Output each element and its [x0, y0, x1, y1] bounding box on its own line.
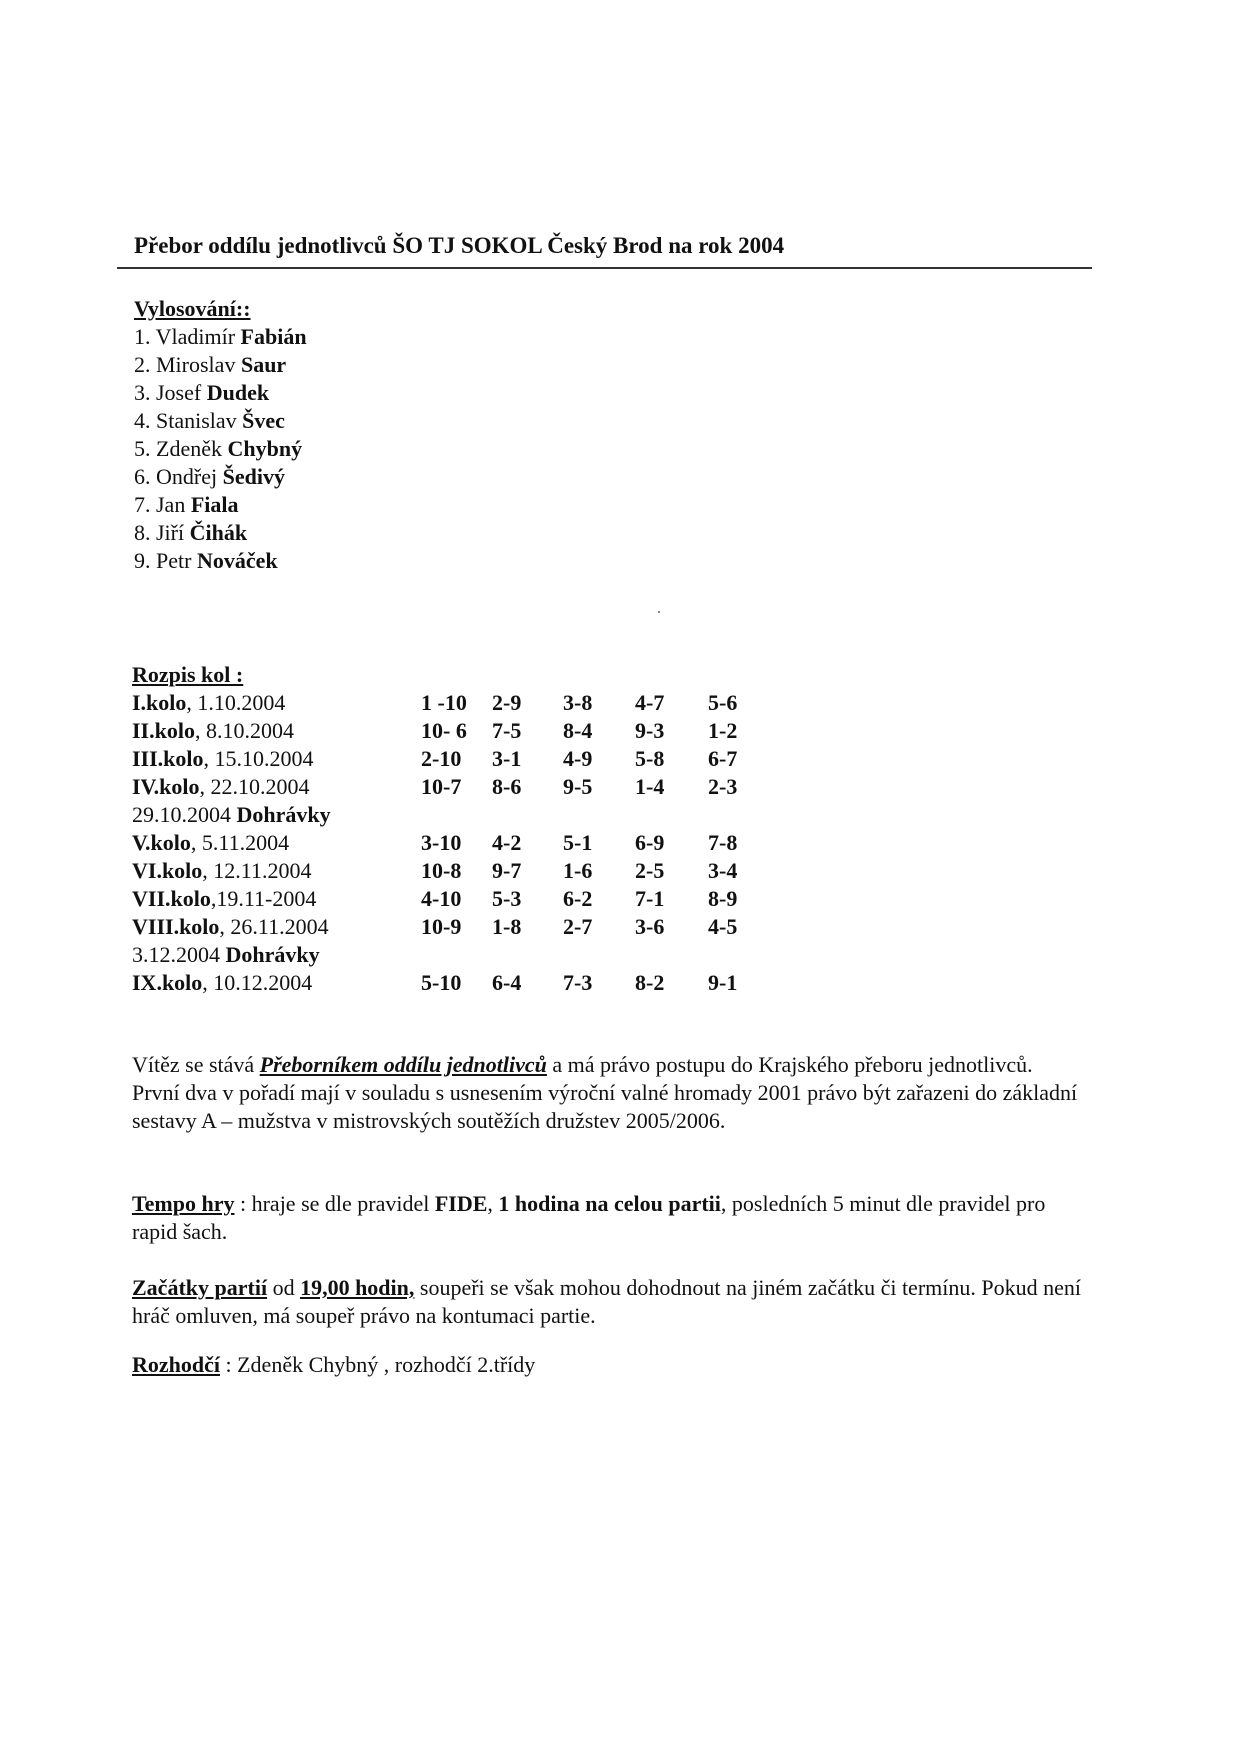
- pairing: 6-4: [492, 970, 522, 995]
- pairing: 9-1: [708, 970, 738, 995]
- pairing: 4-10: [421, 886, 462, 911]
- pairing: 9-3: [635, 718, 665, 743]
- pairing: 3-10: [421, 830, 462, 855]
- scan-speck: [658, 611, 660, 613]
- pairing: 4-5: [708, 914, 738, 939]
- pairing: 1 -10: [421, 690, 467, 715]
- round-label: I.kolo, 1.10.2004: [132, 690, 286, 715]
- list-item: 9. Petr Nováček: [134, 548, 278, 573]
- makeup-date: 29.10.2004 Dohrávky: [132, 802, 331, 827]
- pairing: 6-7: [708, 746, 738, 771]
- pairing: 8-2: [635, 970, 665, 995]
- pairing: 9-7: [492, 858, 522, 883]
- pairing: 7-1: [635, 886, 665, 911]
- title-rule: [117, 267, 1092, 269]
- list-item: 3. Josef Dudek: [134, 380, 270, 405]
- pairing: 5-3: [492, 886, 522, 911]
- referee-line: Rozhodčí : Zdeněk Chybný , rozhodčí 2.třídy: [132, 1352, 536, 1377]
- pairing: 4-2: [492, 830, 522, 855]
- list-item: 7. Jan Fiala: [134, 492, 239, 517]
- round-label: V.kolo, 5.11.2004: [132, 830, 290, 855]
- pairing: 1-8: [492, 914, 522, 939]
- pairing: 3-6: [635, 914, 665, 939]
- start-paragraph: Začátky partií od 19,00 hodin, soupeři se však mohou dohodnout na jiném začátku či termínu. Pokud není hráč omluven, má soupeř právo na kontumaci partie.: [132, 1275, 1081, 1328]
- pairing: 1-2: [708, 718, 738, 743]
- list-item: 6. Ondřej Šedivý: [134, 464, 285, 489]
- pairing: 8-9: [708, 886, 738, 911]
- pairing: 2-10: [421, 746, 462, 771]
- round-label: II.kolo, 8.10.2004: [132, 718, 294, 743]
- pairing: 4-7: [635, 690, 665, 715]
- makeup-date: 3.12.2004 Dohrávky: [132, 942, 320, 967]
- pairing: 10-9: [421, 914, 462, 939]
- pairing: 4-9: [563, 746, 593, 771]
- pairing: 3-1: [492, 746, 522, 771]
- list-item: 4. Stanislav Švec: [134, 408, 285, 433]
- pairing: 6-2: [563, 886, 593, 911]
- pairing: 5-8: [635, 746, 665, 771]
- pairing: 2-5: [635, 858, 665, 883]
- pairing: 6-9: [635, 830, 665, 855]
- round-label: III.kolo, 15.10.2004: [132, 746, 314, 771]
- draw-heading: Vylosování::: [134, 296, 251, 321]
- pairing: 3-4: [708, 858, 738, 883]
- pairing: 7-3: [563, 970, 593, 995]
- list-item: 2. Miroslav Saur: [134, 352, 287, 377]
- list-item: 8. Jiří Čihák: [134, 520, 248, 545]
- pairing: 2-3: [708, 774, 738, 799]
- winner-paragraph: Vítěz se stává Přeborníkem oddílu jednotlivců a má právo postupu do Krajského přeboru jednotlivců. První dva v pořadí mají v souladu s usnesením výroční valné hromady 2001 právo být zařazeni do základní sestavy A – mužstva v mistrovských soutěžích družstev 2005/2006.: [132, 1052, 1078, 1133]
- round-label: IX.kolo, 10.12.2004: [132, 970, 313, 995]
- pairing: 7-8: [708, 830, 738, 855]
- pairing: 8-4: [563, 718, 593, 743]
- list-item: 5. Zdeněk Chybný: [134, 436, 303, 461]
- list-item: 1. Vladimír Fabián: [134, 324, 307, 349]
- pairing: 10-7: [421, 774, 462, 799]
- pairing: 1-6: [563, 858, 593, 883]
- document-title: Přebor oddílu jednotlivců ŠO TJ SOKOL Český Brod na rok 2004: [134, 233, 785, 258]
- pairing: 10-8: [421, 858, 462, 883]
- pairing: 10- 6: [421, 718, 467, 743]
- pairing: 7-5: [492, 718, 522, 743]
- pairing: 2-9: [492, 690, 522, 715]
- pairing: 5-6: [708, 690, 738, 715]
- pairing: 5-10: [421, 970, 462, 995]
- tempo-paragraph: Tempo hry : hraje se dle pravidel FIDE, 1 hodina na celou partii, posledních 5 minut dle pravidel pro rapid šach.: [132, 1191, 1046, 1244]
- round-label: VI.kolo, 12.11.2004: [132, 858, 312, 883]
- pairing: 1-4: [635, 774, 665, 799]
- round-label: VII.kolo,19.11-2004: [132, 886, 317, 911]
- schedule-heading: Rozpis kol :: [132, 662, 244, 687]
- round-label: VIII.kolo, 26.11.2004: [132, 914, 329, 939]
- pairing: 2-7: [563, 914, 593, 939]
- pairing: 3-8: [563, 690, 593, 715]
- pairing: 5-1: [563, 830, 593, 855]
- round-label: IV.kolo, 22.10.2004: [132, 774, 310, 799]
- pairing: 9-5: [563, 774, 593, 799]
- pairing: 8-6: [492, 774, 522, 799]
